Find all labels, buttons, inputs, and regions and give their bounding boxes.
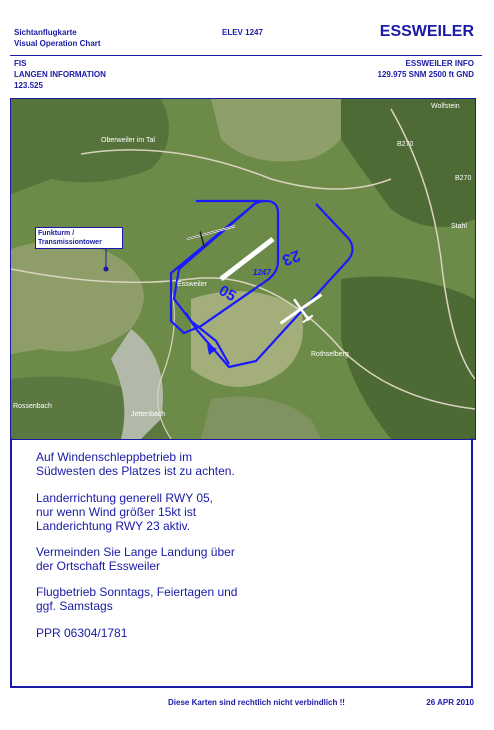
note-ppr: PPR 06304/1781 — [36, 626, 128, 640]
info-label: ESSWEILER INFO — [405, 59, 474, 68]
chart-title-german: Sichtanflugkarte — [14, 28, 77, 37]
fis-name: LANGEN INFORMATION — [14, 70, 106, 79]
footer-date: 26 APR 2010 — [426, 698, 474, 707]
place-rossenbach: Rossenbach — [13, 403, 52, 410]
info-details: 129.975 SNM 2500 ft GND — [377, 70, 474, 79]
fis-frequency: 123.525 — [14, 81, 43, 90]
elevation-label: ELEV 1247 — [222, 28, 263, 37]
chart-title-english: Visual Operation Chart — [14, 39, 101, 48]
place-essweiler: Essweiler — [177, 281, 207, 288]
note-landing-2: nur wenn Wind größer 15kt ist — [36, 505, 197, 519]
place-oberweiler: Oberweiler im Tal — [101, 137, 155, 144]
map-canvas — [11, 99, 475, 439]
note-operations-1: Flugbetrieb Sonntags, Feiertagen und — [36, 585, 238, 599]
place-rothselberg: Rothselberg — [311, 351, 349, 358]
fis-label: FIS — [14, 59, 27, 68]
note-operations-2: ggf. Samstags — [36, 599, 113, 613]
note-landing-3: Landerichtung RWY 23 aktiv. — [36, 519, 191, 533]
road-label-b270-east: B270 — [455, 175, 472, 182]
callout-line-2: Transmissiontower — [38, 239, 102, 246]
place-jettenbach: Jettenbach — [131, 411, 166, 418]
airfield-info-block — [378, 58, 475, 80]
footer-disclaimer: Diese Karten sind rechtlich nicht verbindlich !! — [168, 698, 345, 707]
note-landing-1: Landerrichtung generell RWY 05, — [36, 491, 213, 505]
note-winch-1: Auf Windenschleppbetrieb im — [36, 450, 193, 464]
transmission-tower-callout — [35, 227, 123, 249]
chart-title — [14, 27, 101, 49]
runway-05-label: 05 — [215, 282, 239, 306]
header-divider — [10, 55, 482, 56]
note-avoid-1: Vermeinden Sie Lange Landung über — [36, 545, 235, 559]
place-wolfstein: Wolfstein — [431, 103, 460, 110]
callout-line-1: Funkturm / — [38, 230, 75, 237]
note-avoid-2: der Ortschaft Essweiler — [36, 559, 161, 573]
fis-block — [14, 58, 106, 91]
note-winch-2: Südwesten des Platzes ist zu achten. — [36, 464, 235, 478]
notes-panel — [10, 438, 473, 688]
runway-elevation-label: 1247 — [253, 268, 271, 277]
runway-23-label: 23 — [279, 246, 303, 269]
place-stahl: Stahl — [451, 223, 467, 230]
aerial-map[interactable] — [10, 98, 476, 440]
airfield-name: ESSWEILER — [379, 23, 474, 40]
road-label-b270-north: B270 — [397, 141, 414, 148]
